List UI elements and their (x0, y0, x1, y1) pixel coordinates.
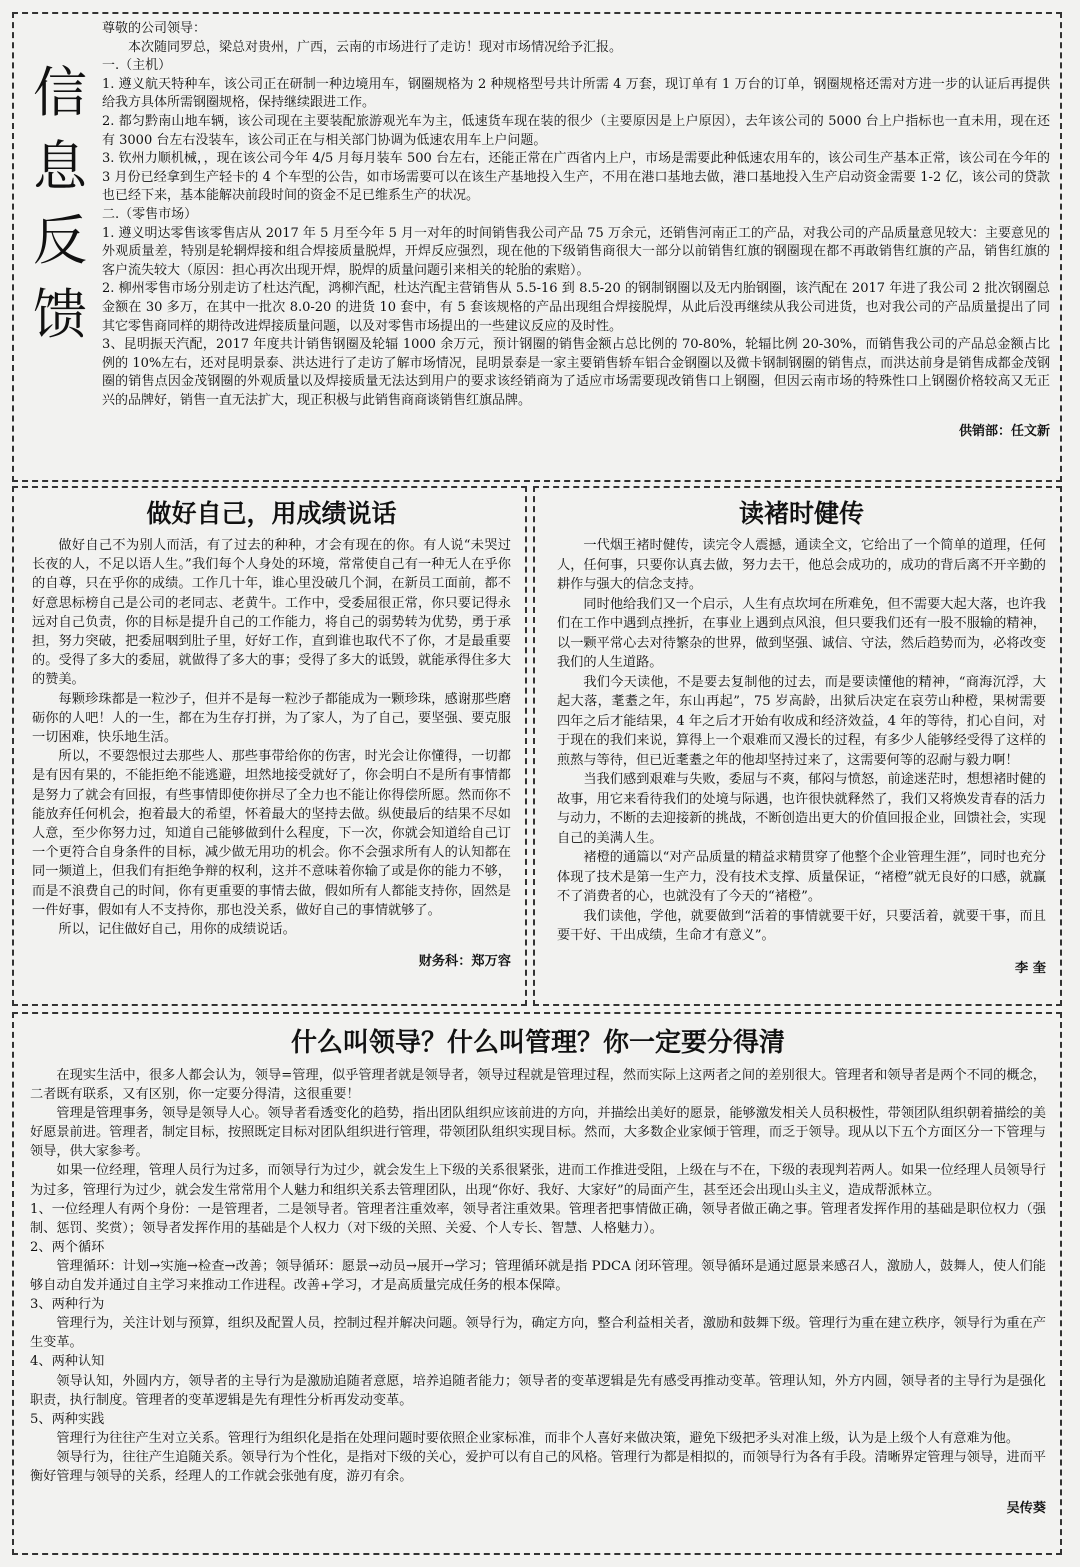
paragraph: 领导认知，外圆内方，领导者的主导行为是激励追随者意愿，培养追随者能力；领导者的变革逻辑是先有感受再推动变革。管理认知，外方内圆，领导者的主导行为是强化职责，执行制度。管理者的变革逻辑是先有理性分析再发动变革。 (30, 1373, 1046, 1408)
subheading: 4、两种认知 (30, 1354, 105, 1370)
chu-shijian-article (533, 486, 1062, 1006)
subheading: 一.（主机） (102, 58, 172, 74)
subheading: 2、两个循环 (30, 1239, 105, 1255)
paragraph: 3. 钦州力顺机械，，现在该公司今年 4/5 月每月装车 500 台左右，还能正常在广西省内上户，市场是需要此种低速农用车的，该公司生产基本正常，该公司在今年的 3 月份已经拿到生产轻卡的 4 个车型的公告，如市场需要可以在该生产基地投入生产，不用在港口基地去做，港口基地投入生产启动资金需要 1-2 亿，该公司的贷款也已经下来，基本能解决前段时间的资金不足已维系生产的状况。 (102, 151, 1050, 204)
signature: 吴传葵 (1006, 1501, 1046, 1517)
signature: 供销部：任文新 (958, 424, 1050, 440)
article-body (557, 492, 1046, 991)
paragraph: 2. 柳州零售市场分别走访了杜达汽配，鸿柳汽配，杜达汽配主营销售从 5.5-16 到 8.5-20 的钢制钢圈以及无内胎钢圈，该汽配在 2017 年进了我公司 2 批次钢圈总金额在 30 多万，在其中一批次 8.0-20 的进货 10 套中，有 5 套该规格的产品出现组合焊接脱焊，从此后没再继续从我公司进货，也对我公司的产品质量提出了同其它零售商同样的期待改进焊接质量问题，以及对零售市场提出的一些建议反应的及时性。 (102, 281, 1050, 334)
paragraph: 我们今天读他，不是要去复制他的过去，而是要读懂他的精神，“商海沉浮，大起大落，耄耋之年，东山再起”，75 岁高龄，出狱后决定在哀劳山种橙，果树需要四年之后才能结果，4 年之后才开始有收成和经济效益，4 年的等待，扪心自问，对于现在的我们来说，算得上一个艰难而又漫长的过程，有多少人能够经受得了这样的煎熬与等待，但已近耄耋之年的他却坚持过来了，这需要何等的忍耐与毅力啊！ (557, 674, 1046, 768)
subheading: 5、两种实践 (30, 1411, 105, 1427)
article-title: 什么叫领导？什么叫管理？你一定要分得清 (290, 1028, 785, 1058)
info-feedback-body (102, 20, 1050, 455)
paragraph: 每颗珍珠都是一粒沙子，但并不是每一粒沙子都能成为一颗珍珠，感谢那些磨砺你的人吧！人的一生，都在为生存打拼，为了家人，为了自己，要坚强、要克服一切困难，快乐地生活。 (32, 691, 511, 746)
paragraph: 1. 遵义明达零售该零售店从 2017 年 5 月至今年 5 月一对年的时间销售我公司产品 75 万余元，还销售河南正工的产品，对我公司的产品质量意见较大：主要意见的外观质量差，特别是轮辋焊接和组合焊接质量脱焊，开焊反应强烈，现在他的下级销售商很大一部分以前销售红旗的钢圈现在都不再敢销售红旗的产品，销售红旗的客户流失较大（原因：担心再次出现开焊，脱焊的质量问题引来相关的轮胎的索赔）。 (102, 225, 1050, 278)
paragraph: 管理是管理事务，领导是领导人心。领导者看透变化的趋势，指出团队组织应该前进的方向，并描绘出美好的愿景，能够激发相关人员积极性，带领团队组织朝着描绘的美好愿景前进。管理者，制定目标，按照既定目标对团队组织进行管理，带领团队组织实现目标。然而，大多数企业家倾于管理，而乏于领导。现从以下五个方面区分一下管理与领导，供大家参考。 (30, 1106, 1046, 1160)
greeting: 尊敬的公司领导： (102, 21, 207, 36)
leadership-management-article (12, 1012, 1062, 1555)
paragraph: 做好自己不为别人而活，有了过去的种种，才会有现在的你。有人说“未哭过长夜的人，不足以语人生。”我们每个人身处的环境，常常使自己有一种无人在乎你的自尊，只在乎你的成绩。工作几十年，谁心里没破几个洞，在新员工面前，都不好意思标榜自己是公司的老同志、老黄牛。工作中，受委屈很正常，你只要记得永远对自己负责，你的目标是提升自己的工作能力，将自己的弱势转为优势，勇于承担，努力突破，把委屈咽到肚子里，好好工作，直到谁也取代不了你，才是最重要的。受得了多大的委屈，就做得了多大的事；受得了多大的诋毁，就能承得住多大的赞美。 (32, 538, 511, 688)
paragraph: 管理循环：计划→实施→检查→改善；领导循环：愿景→动员→展开→学习；管理循环就是指 PDCA 闭环管理。领导循环是通过愿景来感召人，激励人，鼓舞人，使人们能够自动自发并通过自主学习来推动工作进程。改善+学习，才是高质量完成任务的根本保障。 (30, 1258, 1046, 1294)
subheading: 二.（零售市场） (102, 206, 198, 222)
vertical-title-char: 信 (33, 61, 87, 124)
paragraph: 在现实生活中，很多人都会认为，领导=管理，似乎管理者就是领导者，领导过程就是管理过程，然而实际上这两者之间的差别很大。管理者和领导者是两个不同的概念，二者既有联系，又有区别，你一定要分得清，这很重要！ (30, 1068, 1046, 1103)
signature: 财务科：郑万容 (418, 954, 511, 970)
paragraph: 我们读他，学他，就要做到“活着的事情就要干好，只要活着，就要干事，而且要干好、干出成绩，生命才有意义”。 (557, 908, 1046, 943)
paragraph: 当我们感到艰难与失败，委屈与不爽，郁闷与愤怒，前途迷茫时，想想褚时健的故事，用它来看待我们的处境与际遇，也许很快就释然了，我们又将焕发青春的活力与动力，不断的去迎接新的挑战，不断创造出更大的价值回报企业，回馈社会，实现自己的美满人生。 (557, 772, 1046, 846)
info-feedback-section (12, 12, 1062, 482)
article-body (32, 492, 511, 985)
paragraph: 所以，不要怨恨过去那些人、那些事带给你的伤害，时光会让你懂得，一切都是有因有果的，不能拒绝不能逃避，坦然地接受就好了，你会明白不是所有事情都是努力了就会有回报，有些事情即使你拼尽了全力也不能让你得偿所愿。然而你不能放弃任何机会，抱着最大的希望，怀着最大的坚持去做。纵使最后的结果不尽如人意，至少你努力过，知道自己能够做到什么程度，下一次，你就会知道给自己订一个更符合自身条件的目标，减少做无用功的机会。你不会强求所有人的认知都在同一频道上，但我们有拒绝争辩的权利，这并不意味着你输了或是你的能力不够，而是不浪费自己的时间，你有更重要的事情去做，假如所有人都能支持你，固然是一件好事，假如有人不支持你，那也没关系，做好自己的事情就够了。 (32, 749, 511, 918)
article-title: 做好自己，用成绩说话 (146, 499, 397, 528)
article-title: 读褚时健传 (738, 499, 864, 528)
paragraph: 一代烟王褚时健传，读完令人震撼，通读全文，它给出了一个简单的道理，任何人，任何事，只要你认真去做，努力去干，他总会成功的，成功的背后离不开辛勤的耕作与强大的信念支持。 (557, 538, 1046, 592)
paragraph: 3、昆明振天汽配，2017 年度共计销售钢圈及轮辐 1000 余万元，预计钢圈的销售金额占总比例的 70-80%，轮辐比例 20-30%，而销售我公司的产品总金额占比例的 10%左右，还对昆明景泰、洪达进行了走访了解市场情况，昆明景泰是一家主要销售轿车铝合金钢圈以及微卡钢制钢圈的销售点，而洪达前身是销售成都金茂钢圈的销售点因金茂钢圈的外观质量以及焊接质量无法达到用户的要求该经销商为了适应市场需要现改销售口上钢圈，但因云南市场的特殊性口上钢圈价格较高又无正兴的品牌好，销售一直无法扩大，现正积极与此销售商商谈销售红旗品牌。 (102, 337, 1050, 408)
paragraph: 本次随同罗总，梁总对贵州，广西，云南的市场进行了走访！现对市场情况给予汇报。 (128, 39, 623, 55)
vertical-title-char: 息 (33, 135, 87, 198)
subheading: 3、两种行为 (30, 1297, 105, 1313)
paragraph: 所以，记住做好自己，用你的成绩说话。 (58, 922, 296, 938)
paragraph: 褚橙的通篇以“对产品质量的精益求精贯穿了他整个企业管理生涯”，同时也充分体现了技术是第一生产力，没有技术支撑、质量保证，“褚橙”就无良好的口感，就赢不了消费者的心，也就没有了今天的“褚橙”。 (557, 850, 1046, 904)
vertical-title-char: 反 (33, 209, 87, 272)
paragraph: 同时他给我们又一个启示，人生有点坎坷在所难免，但不需要大起大落，也许我们在工作中遇到点挫折，在事业上遇到点风浪，但只要我们还有一股不服输的精神，以一颗平常心去对待繁杂的世界，做到坚强、诚信、守法，然后趋势而为，必将改变我们的人生道路。 (557, 596, 1046, 670)
paragraph: 1. 遵义航天特种车，该公司正在研制一种边境用车，钢圈规格为 2 种规格型号共计所需 4 万套，现订单有 1 万台的订单，钢圈规格还需对方进一步的认证后再提供给我方具体所需钢圈规格，保持继续跟进工作。 (102, 76, 1050, 111)
vertical-title-char: 馈 (33, 283, 87, 346)
paragraph: 管理行为，关注计划与预算，组织及配置人员，控制过程并解决问题。领导行为，确定方向，整合利益相关者，激励和鼓舞下级。管理行为重在建立秩序，领导行为重在产生变革。 (30, 1316, 1046, 1351)
paragraph: 如果一位经理，管理人员行为过多，而领导行为过少，就会发生上下级的关系很紧张，进而工作推进受阻，上级在与不在，下级的表现判若两人。如果一位经理人员领导行为过多，管理行为过少，就会发生常常用个人魅力和组织关系去管理团队，出现“你好、我好、大家好”的局面产生，甚至还会出现山头主义，造成帮派林立。 (30, 1163, 1046, 1198)
paragraph: 1、一位经理人有两个身份：一是管理者，二是领导者。管理者注重效率，领导者注重效果。管理者把事情做正确，领导者做正确之事。管理者发挥作用的基础是职位权力（强制、惩罚、奖赏）；领导者发挥作用的基础是个人权力（对下级的关照、关爱、个人专长、智慧、人格魅力）。 (30, 1201, 1046, 1236)
article-body (30, 1020, 1046, 1532)
do-yourself-article (12, 486, 527, 1006)
signature: 李 奎 (1015, 960, 1046, 976)
info-feedback-vertical-title (20, 56, 100, 352)
paragraph: 管理行为往往产生对立关系。管理行为组织化是指在处理问题时要依照企业家标准，而非个人喜好来做决策，避免下级把矛头对准上级，认为是上级个人有意难为他。 (56, 1430, 1020, 1446)
paragraph: 领导行为，往往产生追随关系。领导行为个性化，是指对下级的关心，爱护可以有自己的风格。管理行为都是相拟的，而领导行为各有手段。清晰界定管理与领导，进而平衡好管理与领导的关系，经理人的工作就会张弛有度，游刃有余。 (30, 1449, 1046, 1484)
paragraph: 2. 都匀黔南山地车辆，该公司现在主要装配旅游观光车为主，低速货车现在装的很少（主要原因是上户原因），去年该公司的 5000 台上户指标也一直未用，现在还有 3000 台左右没装车，该公司正在与相关部门协调为低速农用车上户问题。 (102, 113, 1050, 148)
